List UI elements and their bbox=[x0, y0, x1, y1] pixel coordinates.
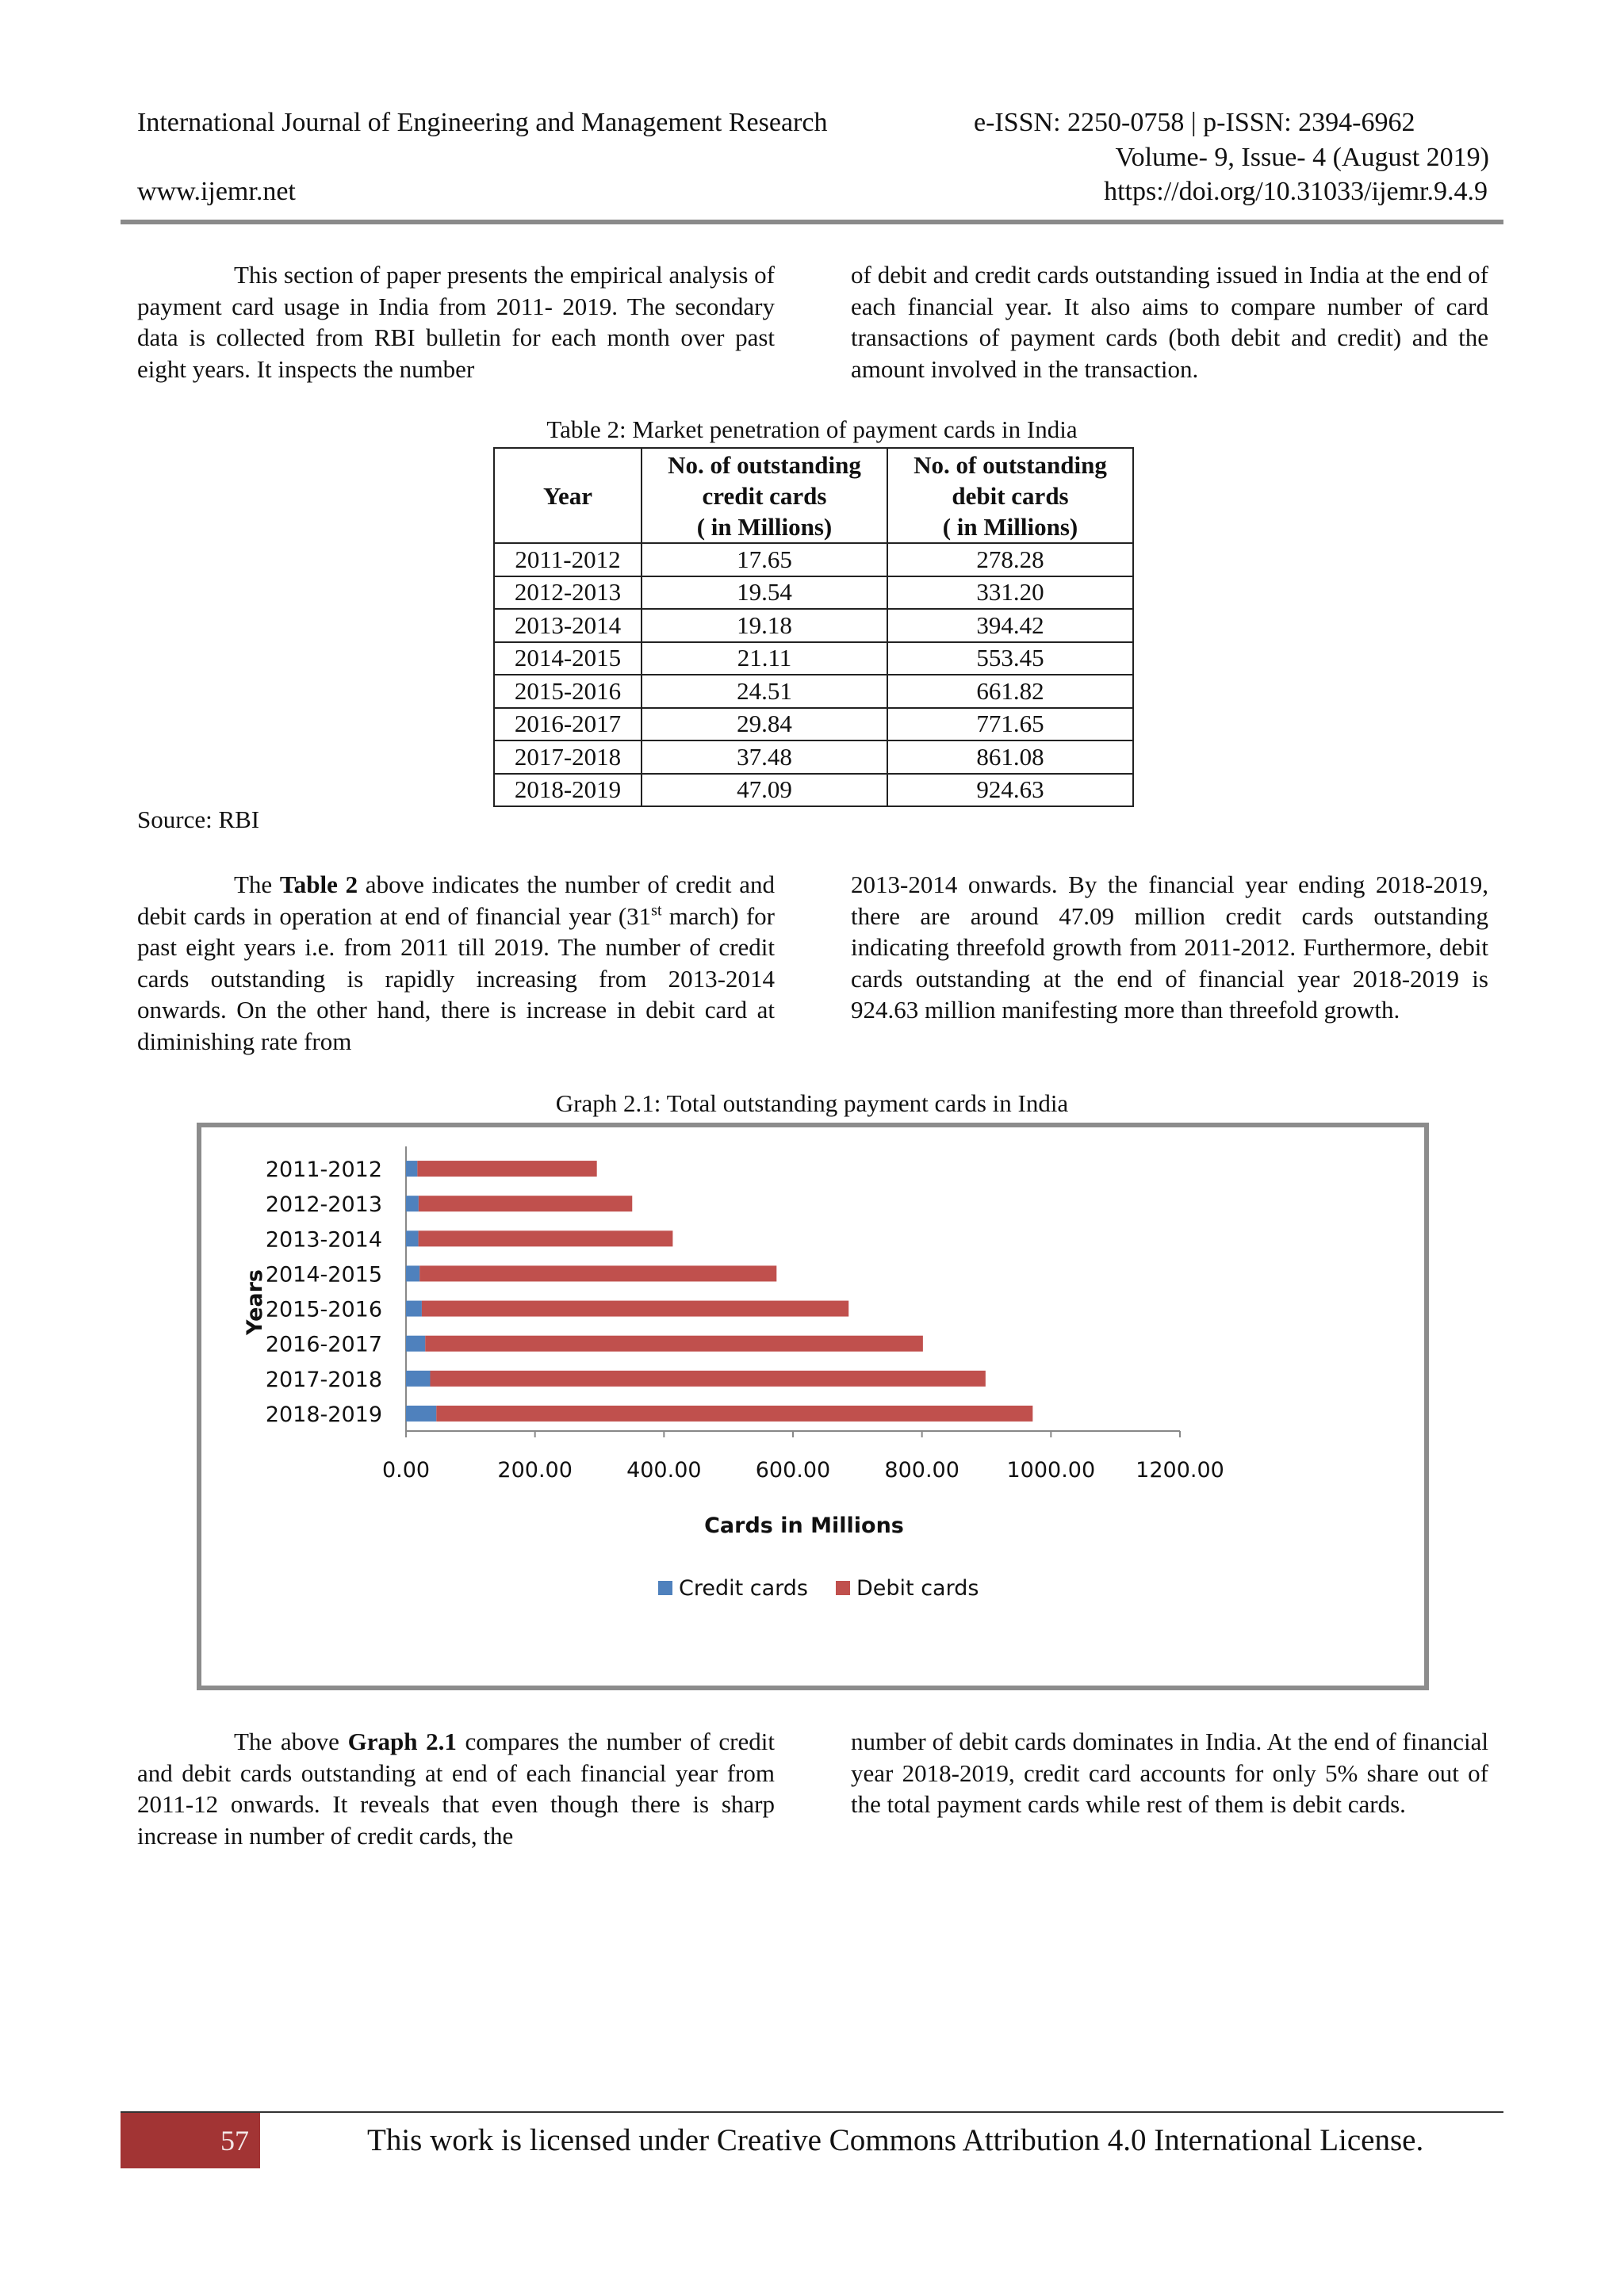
table-source: Source: RBI bbox=[137, 806, 260, 833]
table-row bbox=[494, 740, 1133, 774]
cell-year: 2018-2019 bbox=[494, 774, 642, 807]
para3-right-text: number of debit cards dominates in India. At the end of financial year 2018-2019, credit card accounts for only 5% share out of the total payment cards while rest of them is debit cards. bbox=[851, 1728, 1488, 1818]
credit-bar bbox=[406, 1230, 419, 1246]
para3-left-text: The above Graph 2.1 compares the number of credit and debit cards outstanding at end of each financial year from 2011-12 onwards. It reveals that even though there is sharp increase in number of credit cards, the bbox=[137, 1728, 775, 1850]
cards-table bbox=[493, 447, 1134, 807]
credit-bar bbox=[406, 1406, 436, 1422]
table-row bbox=[494, 774, 1133, 807]
intro-right-column bbox=[851, 259, 1488, 385]
cell-year: 2012-2013 bbox=[494, 576, 642, 610]
debit-bar bbox=[419, 1230, 673, 1246]
license-text: This work is licensed under Creative Commons Attribution 4.0 International License. bbox=[367, 2123, 1424, 2157]
table-caption: Table 2: Market penetration of payment cards in India bbox=[546, 415, 1078, 443]
para3-left-column bbox=[137, 1726, 775, 1851]
cell-debit: 861.08 bbox=[887, 740, 1133, 774]
para2-right-column bbox=[851, 869, 1488, 1026]
table-row bbox=[494, 543, 1133, 576]
volume-issue: Volume- 9, Issue- 4 (August 2019) bbox=[1115, 143, 1489, 172]
x-tick-label: 0.00 bbox=[381, 1458, 431, 1483]
x-tick-label: 1200.00 bbox=[1136, 1458, 1224, 1483]
intro-left-column bbox=[137, 259, 775, 385]
legend-credit-label: Credit cards bbox=[679, 1576, 809, 1601]
cell-year: 2014-2015 bbox=[494, 642, 642, 675]
debit-bar bbox=[417, 1161, 596, 1177]
chart-frame bbox=[197, 1123, 1429, 1690]
table-header-row bbox=[494, 448, 1133, 543]
page-number: 57 bbox=[121, 2113, 260, 2168]
para2-right-text: 2013-2014 onwards. By the financial year ending 2018-2019, there are around 47.09 million credit cards outstanding indicating threefold growth from 2011-2012. Furthermore, debit cards outstanding at the end of financial year 2018-2019 is 924.63 million manifesting more than threefold growth. bbox=[851, 871, 1488, 1024]
footer-rule bbox=[121, 2111, 1503, 2113]
intro-right-text: of debit and credit cards outstanding issued in India at the end of each financial year. It also aims to compare number of card transactions of payment cards (both debit and credit) and the amount involved in the transaction. bbox=[851, 261, 1488, 383]
cell-debit: 661.82 bbox=[887, 675, 1133, 708]
y-category-label: 2014-2015 bbox=[265, 1262, 382, 1288]
cell-debit: 771.65 bbox=[887, 708, 1133, 741]
table-row bbox=[494, 708, 1133, 741]
credit-bar bbox=[406, 1196, 419, 1211]
x-tick-label: 200.00 bbox=[497, 1458, 573, 1483]
credit-bar bbox=[406, 1161, 417, 1177]
y-axis-title: Years bbox=[243, 1269, 267, 1335]
cell-debit: 924.63 bbox=[887, 774, 1133, 807]
cell-year: 2011-2012 bbox=[494, 543, 642, 576]
y-category-label: 2017-2018 bbox=[265, 1367, 382, 1392]
header-credit: No. of outstanding credit cards ( in Millions) bbox=[642, 448, 887, 543]
cell-credit: 19.18 bbox=[642, 609, 887, 642]
cell-credit: 21.11 bbox=[642, 642, 887, 675]
debit-bar bbox=[419, 1196, 632, 1211]
x-tick-label: 1000.00 bbox=[1006, 1458, 1096, 1483]
header-year: Year bbox=[494, 448, 642, 543]
debit-bar bbox=[422, 1301, 848, 1317]
intro-left-text: This section of paper presents the empirical analysis of payment card usage in India from 2011- 2019. The secondary data is collected from RBI bulletin for each month over past eight years. It inspects the number bbox=[137, 261, 775, 383]
debit-bar bbox=[436, 1406, 1032, 1422]
y-category-label: 2016-2017 bbox=[265, 1332, 382, 1357]
website: www.ijemr.net bbox=[137, 177, 296, 206]
cell-debit: 394.42 bbox=[887, 609, 1133, 642]
y-category-label: 2015-2016 bbox=[265, 1297, 382, 1322]
debit-bar bbox=[425, 1336, 923, 1352]
cell-year: 2016-2017 bbox=[494, 708, 642, 741]
cell-debit: 278.28 bbox=[887, 543, 1133, 576]
cell-credit: 29.84 bbox=[642, 708, 887, 741]
credit-bar bbox=[406, 1301, 422, 1317]
legend-debit-swatch bbox=[836, 1581, 850, 1595]
table-row bbox=[494, 609, 1133, 642]
cell-credit: 37.48 bbox=[642, 740, 887, 774]
credit-bar bbox=[406, 1371, 430, 1387]
y-category-label: 2011-2012 bbox=[265, 1158, 382, 1183]
bar-chart bbox=[201, 1127, 1424, 1686]
cell-debit: 331.20 bbox=[887, 576, 1133, 610]
para2-left-text: The Table 2 above indicates the number of credit and debit cards in operation at end of financial year (31st march) for past eight years i.e. from 2011 till 2019. The number of credit cards outstanding is rapidly increasing from 2013-2014 onwards. On the other hand, there is increase in debit card at diminishing rate from bbox=[137, 871, 776, 1055]
table-row bbox=[494, 576, 1133, 610]
graph-caption: Graph 2.1: Total outstanding payment cards in India bbox=[555, 1089, 1069, 1117]
cell-debit: 553.45 bbox=[887, 642, 1133, 675]
cell-year: 2013-2014 bbox=[494, 609, 642, 642]
x-tick-label: 400.00 bbox=[626, 1458, 702, 1483]
cell-credit: 19.54 bbox=[642, 576, 887, 610]
y-category-label: 2013-2014 bbox=[265, 1227, 382, 1253]
debit-bar bbox=[419, 1265, 776, 1281]
cell-year: 2017-2018 bbox=[494, 740, 642, 774]
issn: e-ISSN: 2250-0758 | p-ISSN: 2394-6962 bbox=[974, 108, 1415, 137]
journal-title: International Journal of Engineering and Management Research bbox=[137, 108, 828, 137]
para2-left-column bbox=[137, 869, 775, 1057]
y-category-label: 2018-2019 bbox=[265, 1402, 382, 1427]
cell-year: 2015-2016 bbox=[494, 675, 642, 708]
doi: https://doi.org/10.31033/ijemr.9.4.9 bbox=[1104, 177, 1488, 206]
legend-debit-label: Debit cards bbox=[856, 1576, 979, 1601]
credit-bar bbox=[406, 1336, 425, 1352]
legend-credit-swatch bbox=[658, 1581, 672, 1595]
y-category-label: 2012-2013 bbox=[265, 1192, 382, 1218]
header-debit: No. of outstanding debit cards ( in Millions) bbox=[887, 448, 1133, 543]
table-row bbox=[494, 675, 1133, 708]
x-tick-label: 800.00 bbox=[884, 1458, 959, 1483]
cell-credit: 47.09 bbox=[642, 774, 887, 807]
credit-bar bbox=[406, 1265, 419, 1281]
table-row bbox=[494, 642, 1133, 675]
x-axis-title: Cards in Millions bbox=[704, 1513, 904, 1538]
x-tick-label: 600.00 bbox=[755, 1458, 831, 1483]
debit-bar bbox=[430, 1371, 985, 1387]
cell-credit: 24.51 bbox=[642, 675, 887, 708]
cell-credit: 17.65 bbox=[642, 543, 887, 576]
para3-right-column bbox=[851, 1726, 1488, 1820]
header-rule bbox=[121, 220, 1503, 224]
